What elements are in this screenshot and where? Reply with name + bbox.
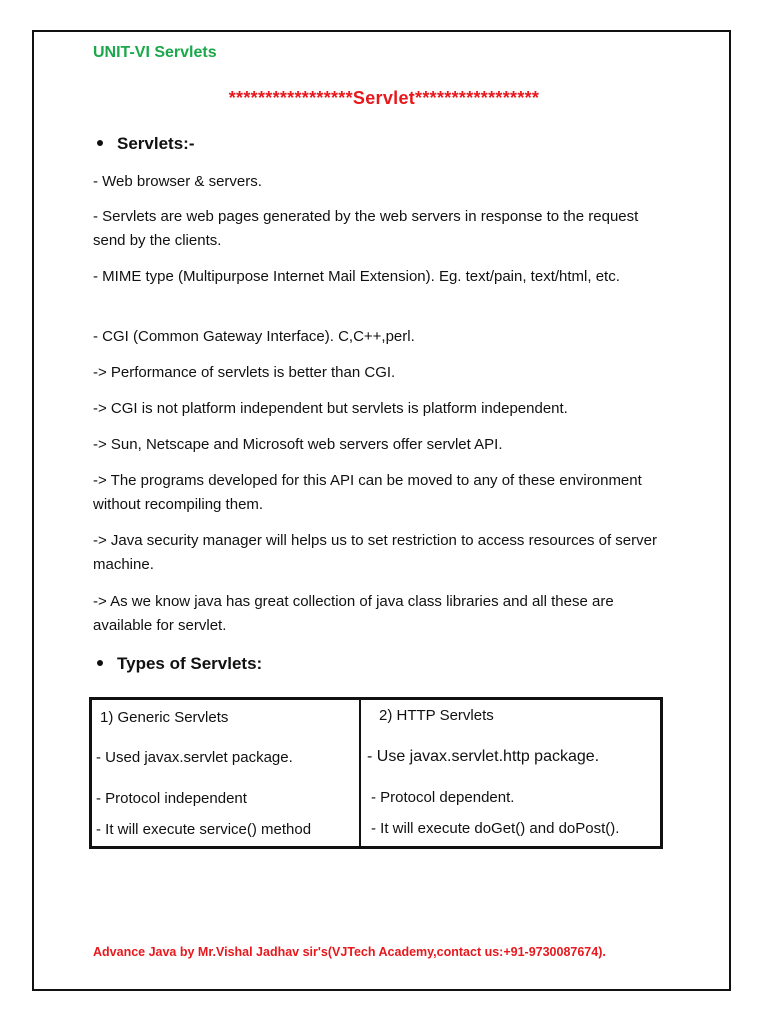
paragraph: - Servlets are web pages generated by the web servers in response to the request send by the clients. [93,208,639,249]
paragraph: -> Java security manager will helps us to set restriction to access resources of server machine. [93,532,657,573]
table-cell: - It will execute service() method [96,821,312,838]
bullet-icon [97,660,103,666]
paragraph: -> CGI is not platform independent but servlets is platform independent. [93,400,568,417]
table-cell: - Use javax.servlet.http package. [367,748,600,765]
table-cell: - It will execute doGet() and doPost(). [371,820,620,837]
paragraph: - MIME type (Multipurpose Internet Mail Extension). Eg. text/pain, text/html, etc. [93,268,620,285]
servlets-heading [97,134,194,154]
table-column-divider [359,700,361,846]
paragraph: -> The programs developed for this API can be moved to any of these environment without recompiling them. [93,472,642,513]
servlet-types-table [89,697,663,849]
http-servlets-title: 2) HTTP Servlets [379,707,494,724]
table-cell: - Protocol independent [96,790,247,807]
servlets-heading-text: Servlets:- [117,134,195,153]
paragraph: - Web browser & servers. [93,173,262,190]
paragraph: -> Sun, Netscape and Microsoft web servers offer servlet API. [93,436,503,453]
generic-servlets-title: 1) Generic Servlets [100,709,229,726]
unit-title: UNIT-VI Servlets [93,44,217,61]
paragraph: -> As we know java has great collection of java class libraries and all these are available for servlet. [93,593,614,634]
bullet-icon [97,140,103,146]
servlet-banner: *****************Servlet***************** [228,88,540,108]
types-heading [97,654,262,674]
table-cell: - Used javax.servlet package. [96,749,293,766]
types-heading-text: Types of Servlets: [117,654,263,673]
table-cell: - Protocol dependent. [371,789,515,806]
footer-credit: Advance Java by Mr.Vishal Jadhav sir's(VJTech Academy,contact us:+91-9730087674). [93,945,606,959]
paragraph: - CGI (Common Gateway Interface). C,C++,perl. [93,328,415,345]
paragraph: -> Performance of servlets is better than CGI. [93,364,396,381]
